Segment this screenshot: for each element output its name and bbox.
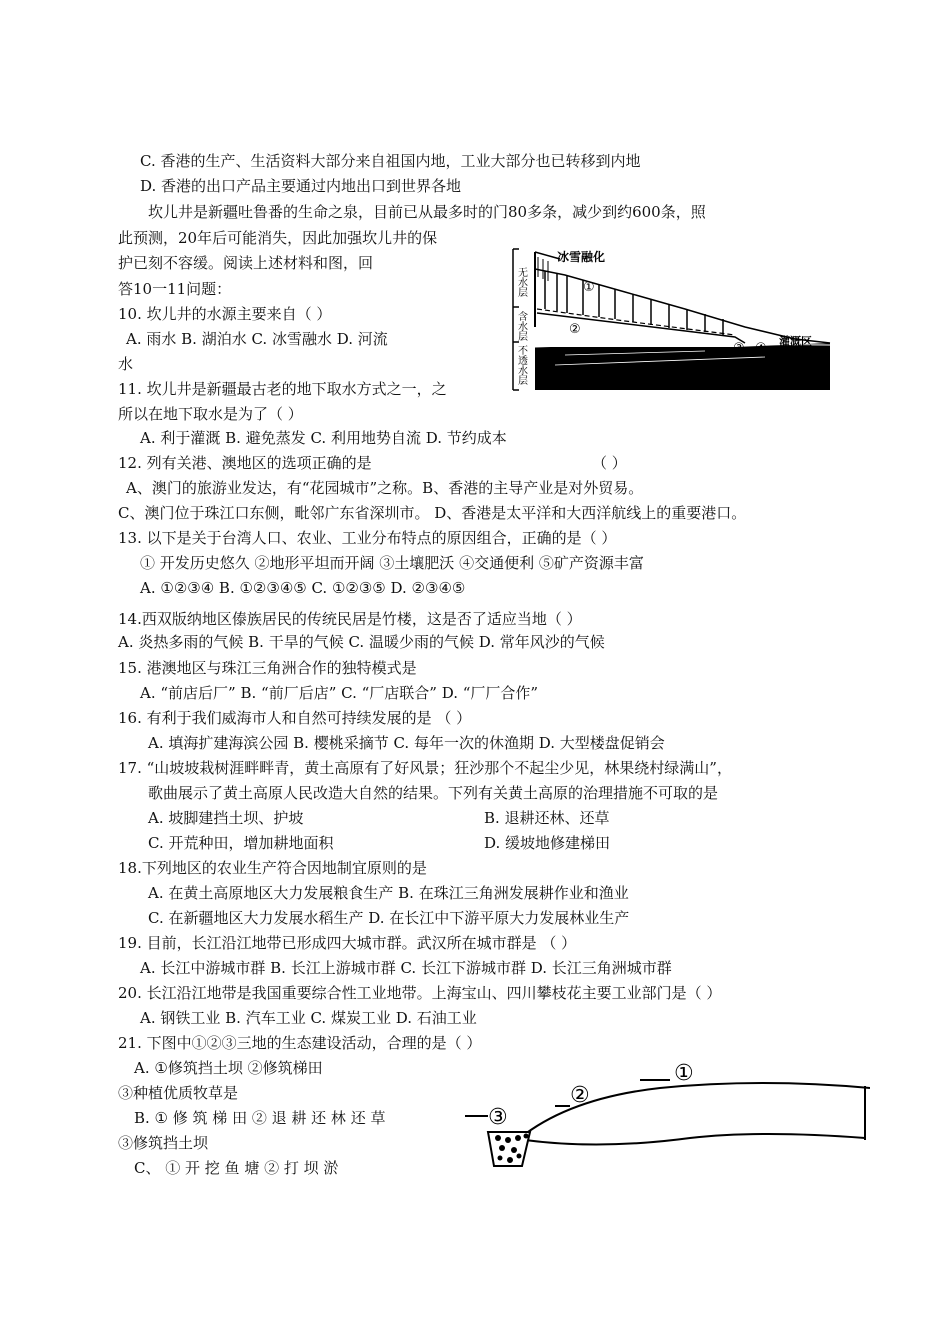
layer-label-aquifer: 含水层 xyxy=(515,311,527,341)
slope-marker-3: ③ xyxy=(488,1105,508,1130)
question-18-options-ab: A. 在黄土高原地区大力发展粮食生产 B. 在珠江三角洲发展耕作业和渔业 xyxy=(148,884,629,902)
marker-3: ③ xyxy=(733,341,745,356)
question-18-options-cd: C. 在新疆地区大力发展水稻生产 D. 在长江中下游平原大力发展林业生产 xyxy=(148,909,630,927)
question-14-options: A. 炎热多雨的气候 B. 干旱的气候 C. 温暖少雨的气候 D. 常年风沙的气候 xyxy=(118,633,605,651)
question-12-bracket: （ ） xyxy=(592,454,627,472)
marker-2: ② xyxy=(569,322,581,337)
marker-1: ① xyxy=(583,280,595,295)
irrigation-label: 灌溉区 xyxy=(779,335,812,348)
question-12: 12. 列有关港、澳地区的选项正确的是 xyxy=(118,454,372,472)
question-13-options: A. ①②③④ B. ①②③④⑤ C. ①②③⑤ D. ②③④⑤ xyxy=(140,579,466,597)
question-21-option-b: B. ① 修 筑 梯 田 ② 退 耕 还 林 还 草 xyxy=(134,1109,386,1127)
layer-label-impermeable: 不透水层 xyxy=(515,345,527,385)
question-16-options: A. 填海扩建海滨公园 B. 樱桃采摘节 C. 每年一次的休渔期 D. 大型楼盘促销会 xyxy=(148,734,665,752)
question-21-option-a: A. ①修筑挡土坝 ②修筑梯田 xyxy=(134,1059,323,1077)
question-12-options-ab: A、澳门的旅游业发达，有“花园城市”之称。B、香港的主导产业是对外贸易。 xyxy=(126,479,644,497)
question-10-options-cont: 水 xyxy=(118,355,134,373)
question-16: 16. 有利于我们威海市人和自然可持续发展的是 （ ） xyxy=(118,709,472,727)
question-12-options-cd: C、澳门位于珠江口东侧，毗邻广东省深圳市。 D、香港是太平洋和大西洋航线上的重要港口。 xyxy=(118,504,747,522)
passage-line-4: 答10一11问题： xyxy=(118,280,232,298)
slope-marker-2: ② xyxy=(570,1083,590,1108)
question-17-option-a: A. 坡脚建挡土坝、护坡 xyxy=(148,809,304,827)
question-19-options: A. 长江中游城市群 B. 长江上游城市群 C. 长江下游城市群 D. 长江三角洲城市群 xyxy=(140,959,672,977)
passage-line-3: 护已刻不容缓。阅读上述材料和图，回 xyxy=(118,254,374,272)
question-15-options: A. “前店后厂” B. “前厂后店” C. “厂店联合” D. “厂厂合作” xyxy=(140,684,539,702)
question-21: 21. 下图中①②③三地的生态建设活动，合理的是（ ） xyxy=(118,1034,482,1052)
slope-marker-1: ① xyxy=(674,1061,694,1086)
passage-line-2: 此预测，20年后可能消失，因此加强坎儿井的保 xyxy=(118,229,438,247)
question-17: 17. “山坡坡栽树涯畔畔青，黄土高原有了好风景；狂沙那个不起尘少见，林果绕村绿满山”， xyxy=(118,759,732,777)
question-13: 13. 以下是关于台湾人口、农业、工业分布特点的原因组合，正确的是（ ） xyxy=(118,529,617,547)
question-17-cont: 歌曲展示了黄土高原人民改造大自然的结果。下列有关黄土高原的治理措施不可取的是 xyxy=(148,784,719,802)
snowmelt-label: 冰雪融化 xyxy=(557,250,606,264)
question-11-options: A. 利于灌溉 B. 避免蒸发 C. 利用地势自流 D. 节约成本 xyxy=(140,429,507,447)
option-d-line: D. 香港的出口产品主要通过内地出口到世界各地 xyxy=(140,177,462,195)
question-13-items: ① 开发历史悠久 ②地形平坦而开阔 ③土壤肥沃 ④交通便利 ⑤矿产资源丰富 xyxy=(140,554,644,572)
option-c-line: C. 香港的生产、生活资料大部分来自祖国内地，工业大部分也已转移到内地 xyxy=(140,152,641,170)
karez-diagram xyxy=(505,247,835,392)
layer-label-dry: 无水层 xyxy=(515,267,527,297)
question-10-options: A. 雨水 B. 湖泊水 C. 冰雪融水 D. 河流 xyxy=(126,330,388,348)
question-17-option-d: D. 缓坡地修建梯田 xyxy=(484,834,611,852)
question-17-option-b: B. 退耕还林、还草 xyxy=(484,809,610,827)
question-20-options: A. 钢铁工业 B. 汽车工业 C. 煤炭工业 D. 石油工业 xyxy=(140,1009,477,1027)
question-21-option-a-cont: ③种植优质牧草是 xyxy=(118,1084,239,1102)
question-18: 18.下列地区的农业生产符合因地制宜原则的是 xyxy=(118,859,427,877)
slope-diagram xyxy=(460,1058,870,1173)
question-15: 15. 港澳地区与珠江三角洲合作的独特模式是 xyxy=(118,659,417,677)
marker-4: ④ xyxy=(755,341,767,356)
question-17-option-c: C. 开荒种田，增加耕地面积 xyxy=(148,834,334,852)
passage-line-1: 坎儿井是新疆吐鲁番的生命之泉，目前已从最多时的门80多条，减少到约600条，照 xyxy=(148,203,706,221)
question-10: 10. 坎儿井的水源主要来自（ ） xyxy=(118,305,332,323)
question-19: 19. 目前，长江沿江地带已形成四大城市群。武汉所在城市群是 （ ） xyxy=(118,934,577,952)
question-21-option-c: C、 ① 开 挖 鱼 塘 ② 打 坝 淤 xyxy=(134,1159,339,1177)
question-14: 14.西双版纳地区傣族居民的传统民居是竹楼，这是否了适应当地（ ） xyxy=(118,610,582,628)
question-11-cont: 所以在地下取水是为了（ ） xyxy=(118,405,303,423)
question-20: 20. 长江沿江地带是我国重要综合性工业地带。上海宝山、四川攀枝花主要工业部门是（ ） xyxy=(118,984,722,1002)
question-11: 11. 坎儿井是新疆最古老的地下取水方式之一，之 xyxy=(118,380,447,398)
question-21-option-b-cont: ③修筑挡土坝 xyxy=(118,1134,209,1152)
